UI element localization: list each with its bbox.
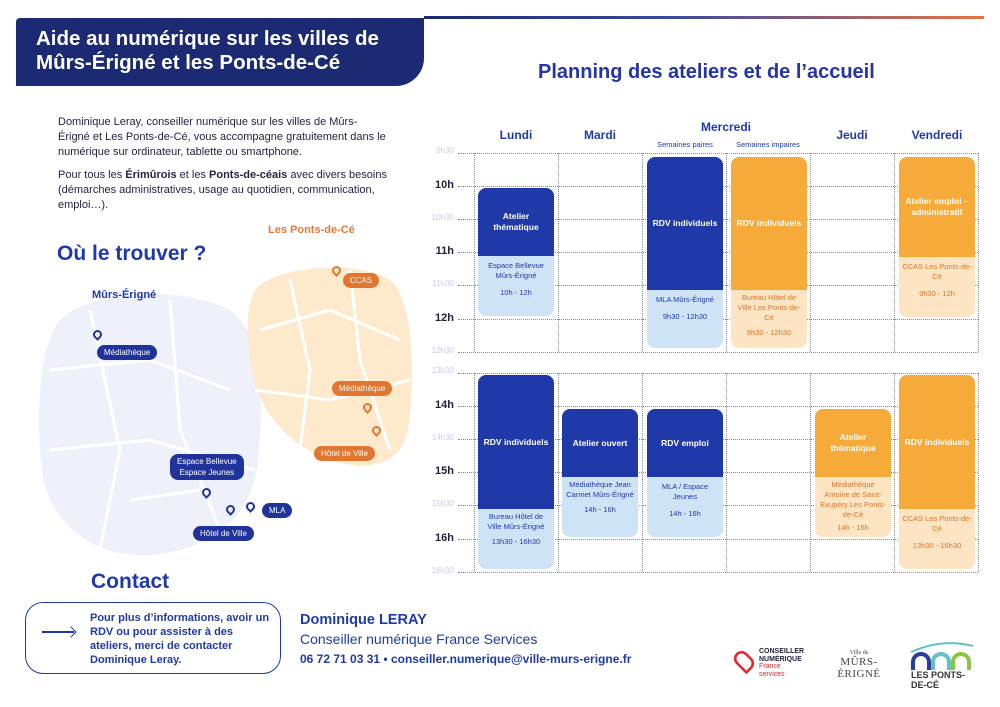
intro-p2-part: et les <box>176 169 210 181</box>
session-place: Médiathèque Jean Carmet Mûrs-Érigné <box>566 480 634 499</box>
time-label: 14h30 <box>431 433 454 442</box>
map-tag-mla: MLA <box>262 503 292 518</box>
grid-column-line <box>474 153 475 352</box>
day-header-thursday: Jeudi <box>836 128 868 142</box>
contact-title: Contact <box>91 570 170 593</box>
session-hours: 10h - 12h <box>500 288 532 297</box>
grid-column-line <box>810 373 811 572</box>
grid-column-line <box>894 153 895 352</box>
contact-role: Conseiller numérique France Services <box>300 631 538 647</box>
session-title: RDV individuels <box>478 375 554 509</box>
page-title: Aide au numérique sur les villes de Mûrs-Érigné et les Ponts-de-Cé <box>36 27 379 74</box>
time-label: 12h <box>435 312 454 324</box>
session-place: Espace Bellevue Mûrs-Érigné <box>488 261 544 280</box>
map-tag-mediatheque-ponts: Médiathèque <box>332 381 392 396</box>
time-label: 10h30 <box>431 213 454 222</box>
intro-paragraph-2 <box>58 168 388 213</box>
session-place: Médiathèque Antoine de Saint-Exupéry Les Ponts-de-Cé <box>820 480 886 519</box>
session-title: Atelier ouvert <box>562 409 638 477</box>
logo-text-line: CONSEILLER <box>759 648 805 655</box>
grid-line <box>458 373 978 374</box>
session-details <box>731 290 807 348</box>
session-monday-afternoon <box>478 375 554 569</box>
time-label: 15h <box>435 465 454 477</box>
session-details <box>647 477 723 537</box>
session-title: RDV emploi <box>647 409 723 477</box>
logo-text-line: Ville de <box>849 650 869 656</box>
intro-p2-bold-pontsdeceais: Ponts-de-céais <box>209 169 288 181</box>
time-label: 9h30 <box>436 146 454 155</box>
session-place: MLA Mûrs-Érigné <box>656 295 714 304</box>
intro-paragraph-1: Dominique Leray, conseiller numérique sur les villes de Mûrs-Érigné et Les Ponts-de-Cé, vous accompagne gratuitement dans le numérique sur ordinateur, tablette ou smartphone. <box>58 116 386 158</box>
session-title: RDV individuels <box>647 157 723 290</box>
day-header-friday: Vendredi <box>911 128 963 142</box>
session-hours: 9h30 - 12h30 <box>746 328 792 337</box>
map-tag-line: Espace Bellevue <box>177 457 237 466</box>
time-label: 11h30 <box>432 279 454 288</box>
where-title: Où le trouver ? <box>57 242 207 265</box>
session-tuesday-afternoon <box>562 409 638 537</box>
map-tag-line: Espace Jeunes <box>179 468 235 477</box>
logo-text-line: NUMÉRIQUE <box>759 655 802 663</box>
time-label: 12h30 <box>431 346 454 355</box>
session-place: MLA / Espace Jeunes <box>661 482 709 501</box>
logo-text-line: MÛRS-ÉRIGNÉ <box>837 656 881 680</box>
session-place: Bureau Hôtel de Ville Mûrs-Érigné <box>487 512 545 531</box>
session-hours: 14h - 16h <box>584 505 616 514</box>
session-hours: 9h30 - 12h <box>919 289 955 298</box>
session-details <box>478 256 554 316</box>
intro-p2-part: avec divers besoins (démarches administratives, usage au quotidien, communication, emploi…). <box>58 169 387 211</box>
ponts-de-ce-arches-icon <box>907 640 977 670</box>
grid-line <box>458 352 978 353</box>
header-banner <box>16 18 424 86</box>
day-header-monday: Lundi <box>499 128 533 142</box>
planning-title: Planning des ateliers et de l’accueil <box>538 61 875 83</box>
session-title: Atelier thématique <box>815 409 891 477</box>
city-label-ponts-de-ce: Les Ponts-de-Cé <box>268 224 355 236</box>
conseiller-numerique-logo <box>733 646 813 678</box>
grid-column-line <box>894 373 895 572</box>
session-title: RDV individuels <box>899 375 975 509</box>
session-title: RDV individuels <box>731 157 807 290</box>
contact-box <box>25 602 281 674</box>
time-label: 16h30 <box>431 566 454 575</box>
time-label: 11h <box>435 245 454 257</box>
grid-column-line <box>642 153 643 352</box>
session-details <box>899 509 975 569</box>
intro-p2-part: Pour tous les <box>58 169 126 181</box>
conseiller-numerique-mark-icon <box>731 648 757 674</box>
intro-p2-bold-erimurois: Érimûrois <box>125 169 177 181</box>
arrow-right-icon <box>42 631 74 633</box>
contact-name: Dominique LERAY <box>300 612 427 628</box>
city-label-murs-erigne: Mûrs-Érigné <box>92 289 157 301</box>
grid-column-line <box>978 153 979 352</box>
day-header-wednesday: Mercredi <box>700 120 752 134</box>
session-title: Atelier emploi – administratif <box>899 157 975 257</box>
grid-column-line <box>726 153 727 352</box>
grid-line <box>458 572 978 573</box>
time-label: 16h <box>435 532 454 544</box>
grid-column-line <box>810 153 811 352</box>
session-details <box>562 477 638 537</box>
grid-column-line <box>558 153 559 352</box>
session-wednesday-even-morning <box>647 157 723 348</box>
header-rule <box>424 16 984 19</box>
grid-line <box>458 153 978 154</box>
wednesday-even-weeks: Semaines paires <box>657 140 713 149</box>
ponts-de-ce-logo <box>907 640 977 690</box>
grid-column-line <box>726 373 727 572</box>
grid-column-line <box>558 373 559 572</box>
murs-erigne-map-area <box>39 294 261 555</box>
session-friday-afternoon <box>899 375 975 569</box>
session-hours: 14h - 16h <box>669 509 701 518</box>
session-details <box>815 477 891 537</box>
map-shapes <box>30 250 420 570</box>
ponts-de-ce-map-area <box>247 268 412 466</box>
map-tag-espace-bellevue <box>170 454 244 480</box>
logo-text-line: France <box>759 663 781 670</box>
session-thursday-afternoon <box>815 409 891 537</box>
session-details <box>899 257 975 317</box>
murs-erigne-logo <box>819 650 899 680</box>
session-place: Bureau Hôtel de Ville Les Ponts-de-Cé <box>737 293 801 322</box>
contact-box-text: Pour plus d’informations, avoir un RDV ou pour assister à des ateliers, merci de contacter Dominique Leray. <box>90 612 270 666</box>
grid-column-line <box>978 373 979 572</box>
session-wednesday-afternoon <box>647 409 723 537</box>
session-monday-morning <box>478 188 554 316</box>
session-place: CCAS Les Ponts-de-Cé <box>902 514 972 533</box>
day-header-tuesday: Mardi <box>583 128 616 142</box>
time-label: 13h30 <box>431 366 454 375</box>
session-details <box>478 509 554 569</box>
session-hours: 13h30 - 16h30 <box>491 537 541 546</box>
partner-logos <box>733 640 983 690</box>
session-hours: 13h30 - 16h30 <box>912 541 962 550</box>
conseiller-numerique-text <box>759 648 804 678</box>
session-hours: 14h - 16h <box>837 523 869 532</box>
session-place: CCAS Les Ponts-de-Cé <box>902 262 972 281</box>
grid-column-line <box>474 373 475 572</box>
intro-text <box>58 115 388 221</box>
map-tag-hotel-de-ville-murs: Hôtel de Ville <box>193 526 254 541</box>
time-label: 15h30 <box>431 499 454 508</box>
logo-text-line: services <box>759 670 785 678</box>
location-map <box>30 250 420 570</box>
session-title: Atelier thématique <box>478 188 554 256</box>
contact-phone-email[interactable]: 06 72 71 03 31 • conseiller.numerique@ville-murs-erigne.fr <box>300 652 632 666</box>
time-label: 10h <box>435 179 454 191</box>
time-label: 14h <box>435 399 454 411</box>
map-tag-ccas: CCAS <box>343 273 379 288</box>
map-tag-hotel-de-ville-ponts: Hôtel de Ville <box>314 446 375 461</box>
session-details <box>647 290 723 348</box>
session-wednesday-odd-morning <box>731 157 807 348</box>
ponts-de-ce-logo-text: LES PONTS-DE-CÉ <box>911 670 966 690</box>
session-friday-morning <box>899 157 975 317</box>
session-hours: 9h30 - 12h30 <box>662 312 708 321</box>
grid-column-line <box>642 373 643 572</box>
map-tag-mediatheque-murs: Médiathèque <box>97 345 157 360</box>
wednesday-odd-weeks: Semaines impaires <box>736 140 800 149</box>
